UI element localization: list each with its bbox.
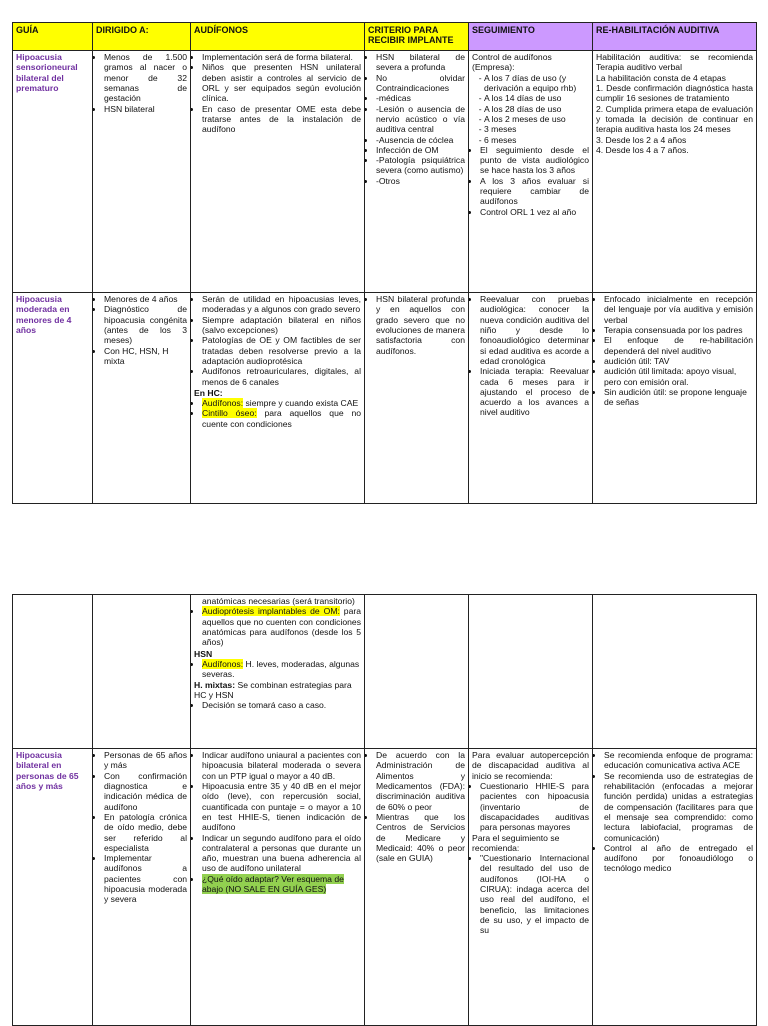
list-item: • De acuerdo con la Administración de Alimentos y Medicamentos (FDA): discriminación auditiva de 60% o peor: [376, 750, 465, 812]
list-item: • "Cuestionario Internacional del resultado del uso de audífonos (IOI-HA o CIRUA): indaga acerca del uso real del audífono, el beneficio, las limitaciones de su uso, y el impacto de su: [480, 853, 589, 936]
list-item: - 3 meses: [484, 124, 589, 134]
list-item: • Se recomienda uso de estrategias de rehabilitación (enfocadas a mejorar función perdida) unidas a estrategias de compensación (facilitares para que el mensaje sea comprendido: como lectura labiofacial, programas de comunicación): [604, 771, 753, 843]
guide-name: Hipoacusia sensorioneural bilateral del prematuro: [13, 51, 93, 293]
list-item: • Audífonos retroauriculares, digitales, al menos de 6 canales: [202, 366, 361, 387]
list-item: • Iniciada terapia: Reevaluar cada 6 meses para ir ajustando el proceso de acuerdo a los avances a nivel auditivo: [480, 366, 589, 418]
list-item: • En caso de presentar OME esta debe tratarse antes de la instalación de audífono: [202, 104, 361, 135]
mixtas-text: [194, 680, 361, 701]
rehabilitacion-cell: [593, 51, 757, 293]
item-text: para aquellos que no cuenten con condiciones anatómicas para audífonos (desde los 5 años): [202, 606, 361, 648]
item-text: siempre y cuando exista CAE: [243, 398, 359, 409]
list-item: • Control al año de entregado el audífono por fonoaudiólogo o tecnólogo medico: [604, 843, 753, 874]
list-item: • El seguimiento desde el punto de vista audiológico se hace hasta los 3 años: [480, 145, 589, 176]
empty-cell: [593, 595, 757, 749]
item-text: H. leves, moderadas, algunas severas.: [202, 658, 360, 680]
continued-text: anatómicas necesarias (será transitorio): [202, 596, 355, 606]
list-item: • Cuestionario HHIE-S para pacientes con hipoacusia (inventario de discapacidades auditivas para personas mayores: [480, 781, 589, 833]
empty-cell: [365, 595, 469, 749]
empty-cell: [469, 595, 593, 749]
table-row: [13, 595, 757, 749]
list-item: • Terapia consensuada por los padres: [604, 325, 753, 335]
list-item: • Serán de utilidad en hipoacusias leves, moderadas y a algunos con grado severo: [202, 294, 361, 315]
list-item: • Indicar un segundo audífono para el oído contralateral a personas que durante un año, muestran una buena adherencia al uso de audífono unilateral: [202, 833, 361, 874]
list-item: • Siempre adaptación bilateral en niños (salvo excepciones): [202, 315, 361, 336]
list-item: • Sin audición útil: se propone lenguaje de señas: [604, 387, 753, 408]
seguimiento-intro: Control de audífonos (Empresa):: [472, 52, 552, 73]
list-item: • Con HC, HSN, H mixta: [104, 346, 187, 367]
list-item: • Indicar audífono uniaural a pacientes con hipoacusia bilateral moderada o severa con un PTP igual o mayor a 40 dB.: [202, 750, 361, 781]
list-item: • El enfoque de re-habilitación dependerá del nivel auditivo: [604, 335, 753, 356]
list-item: • Menos de 1.500 gramos al nacer o menor de 32 semanas de gestación: [104, 52, 187, 104]
highlight-label: Audífonos:: [202, 398, 244, 409]
dirigido-cell: [93, 749, 191, 1026]
list-item: • Enfocado inicialmente en recepción del lenguaje por vía auditiva y emisión verbal: [604, 294, 753, 325]
seguimiento-cell: [469, 293, 593, 504]
list-item: • audición útil: TAV: [604, 356, 753, 366]
rehab-intro: Habilitación auditiva: se recomienda Terapia auditivo verbal: [596, 52, 753, 73]
list-item: - A los 28 días de uso: [484, 104, 589, 114]
audifonos-cell: [191, 51, 365, 293]
seguimiento-cell: [469, 51, 593, 293]
criterio-cell: [365, 51, 469, 293]
list-item: • Mientras que los Centros de Servicios de Medicare y Medicaid: 40% o peor (sale en GUIA): [376, 812, 465, 864]
header-audifonos: AUDÍFONOS: [191, 23, 365, 51]
header-criterio: CRITERIO PARA RECIBIR IMPLANTE: [365, 23, 469, 51]
rehabilitacion-cell: [593, 293, 757, 504]
audifonos-cell: [191, 293, 365, 504]
list-item: • Decisión se tomará caso a caso.: [202, 700, 361, 710]
seguimiento-cell: [469, 749, 593, 1026]
list-item: 1. Desde confirmación diagnóstica hasta cumplir 16 sesiones de tratamiento: [596, 82, 753, 104]
list-item: • A los 3 años evaluar si requiere cambiar de audífonos: [480, 176, 589, 207]
seguimiento-mid: Para el seguimiento se recomienda:: [472, 832, 560, 853]
guide-table-part-2: [12, 594, 757, 1026]
list-item: - A los 14 días de uso: [484, 93, 589, 103]
seguimiento-intro: Para evaluar autopercepción de discapacidad auditiva al inicio se recomienda:: [472, 750, 589, 781]
list-item: • -Lesión o ausencia de nervio acústico o vía auditiva central: [376, 104, 465, 135]
criterio-cell: [365, 749, 469, 1026]
header-dirigido: DIRIGIDO A:: [93, 23, 191, 51]
guide-name: Hipoacusia bilateral en personas de 65 años y más: [13, 749, 93, 1026]
hsn-heading: HSN: [194, 648, 213, 659]
list-item: • En patología crónica de oído medio, debe ser referido al especialista: [104, 812, 187, 853]
list-item: • Reevaluar con pruebas audiológica: conocer la nueva condición auditiva del niño y desde lo fonoaudiológico determinar si edad auditiva es acorde a edad cronológica: [480, 294, 589, 366]
rehabilitacion-cell: [593, 749, 757, 1026]
list-item: 3. Desde los 2 a 4 años: [596, 134, 687, 145]
list-item: • Hipoacusia entre 35 y 40 dB en el mejor oído (leve), con repercusión social, cuantificada con puntaje = o mayor a 10 en test HHIE-S, tienen indicación de audífono: [202, 781, 361, 833]
list-item: • Implementación será de forma bilateral.: [202, 52, 361, 62]
header-seguimiento: SEGUIMIENTO: [469, 23, 593, 51]
table-row: [13, 51, 757, 293]
list-item: [202, 398, 361, 408]
list-item: 4. Desde los 4 a 7 años.: [596, 144, 689, 155]
audifonos-cell: [191, 595, 365, 749]
guide-table-part-1: [12, 22, 757, 504]
list-item: • HSN bilateral: [104, 104, 187, 114]
list-item: • Con confirmación diagnostica e indicación médica de audífono: [104, 771, 187, 812]
list-item: • HSN bilateral profunda y en aquellos con grado severo que no evoluciones de manera satisfactoria con audífonos.: [376, 294, 465, 356]
list-item: • -Patología psiquiátrica severa (como autismo): [376, 155, 465, 176]
list-item: • audición útil limitada: apoyo visual, pero con emisión oral.: [604, 366, 753, 387]
list-item: • Control ORL 1 vez al año: [480, 207, 589, 217]
list-item: [202, 874, 361, 895]
list-item: • -Ausencia de cóclea: [376, 135, 465, 145]
table-row: [13, 293, 757, 504]
list-item: - 6 meses: [484, 135, 589, 145]
dirigido-cell: [93, 293, 191, 504]
item-text: para aquellos que no cuente con condiciones: [202, 408, 362, 429]
list-item: • Menores de 4 años: [104, 294, 187, 304]
highlight-label: Cintillo óseo:: [202, 408, 257, 419]
list-item: [202, 659, 361, 680]
dirigido-cell: [93, 51, 191, 293]
list-item: 2. Cumplida primera etapa de evaluación y tomada la decisión de continuar en terapia auditiva hasta los 24 meses: [596, 103, 753, 135]
list-item: [202, 408, 361, 429]
highlight-label: Audioprótesis implantables de OM:: [202, 606, 340, 617]
list-item: • No olvidar Contraindicaciones: [376, 73, 465, 94]
list-item: • Implementar audífonos a pacientes con hipoacusia moderada y severa: [104, 853, 187, 905]
list-item: [202, 606, 361, 647]
list-item: • HSN bilateral de severa a profunda: [376, 52, 465, 73]
list-item: • Infección de OM: [376, 145, 465, 155]
list-item: • Patologías de OE y OM factibles de ser tratadas deben resolverse previo a la adaptación audioprotésica: [202, 335, 361, 366]
empty-cell: [93, 595, 191, 749]
header-guia: GUÍA: [13, 23, 93, 51]
list-item: • Se recomienda enfoque de programa: educación comunicativa activa ACE: [604, 750, 753, 771]
mixtas-label: H. mixtas:: [194, 679, 236, 690]
list-item: • Niños que presenten HSN unilateral deben asistir a controles al servicio de ORL y ser equipados según evolución clínica.: [202, 62, 361, 103]
item-text: Se combinan estrategias para HC y HSN: [194, 679, 352, 700]
list-item: • -médicas: [376, 93, 465, 103]
list-item: - A los 2 meses de uso: [484, 114, 589, 124]
highlight-label: Audífonos:: [202, 658, 244, 669]
guide-name: Hipoacusia moderada en menores de 4 años: [13, 293, 93, 504]
list-item: - A los 7 días de uso (y derivación a equipo rhb): [484, 73, 589, 94]
rehab-intro: La habilitación consta de 4 etapas: [596, 72, 726, 83]
en-hc-heading: En HC:: [194, 387, 223, 398]
audifonos-cell: [191, 749, 365, 1026]
list-item: • Diagnóstico de hipoacusia congénita (antes de los 3 meses): [104, 304, 187, 345]
list-item: • Personas de 65 años y más: [104, 750, 187, 771]
highlight-green-text: ¿Qué oído adaptar? Ver esquema de abajo (NO SALE EN GUÍA GES): [202, 873, 344, 895]
table-row: [13, 749, 757, 1026]
empty-cell: [13, 595, 93, 749]
list-item: • -Otros: [376, 176, 465, 186]
header-rehabilitacion: RE-HABILITACIÓN AUDITIVA: [593, 23, 757, 51]
criterio-cell: [365, 293, 469, 504]
table-header-row: [13, 23, 757, 51]
